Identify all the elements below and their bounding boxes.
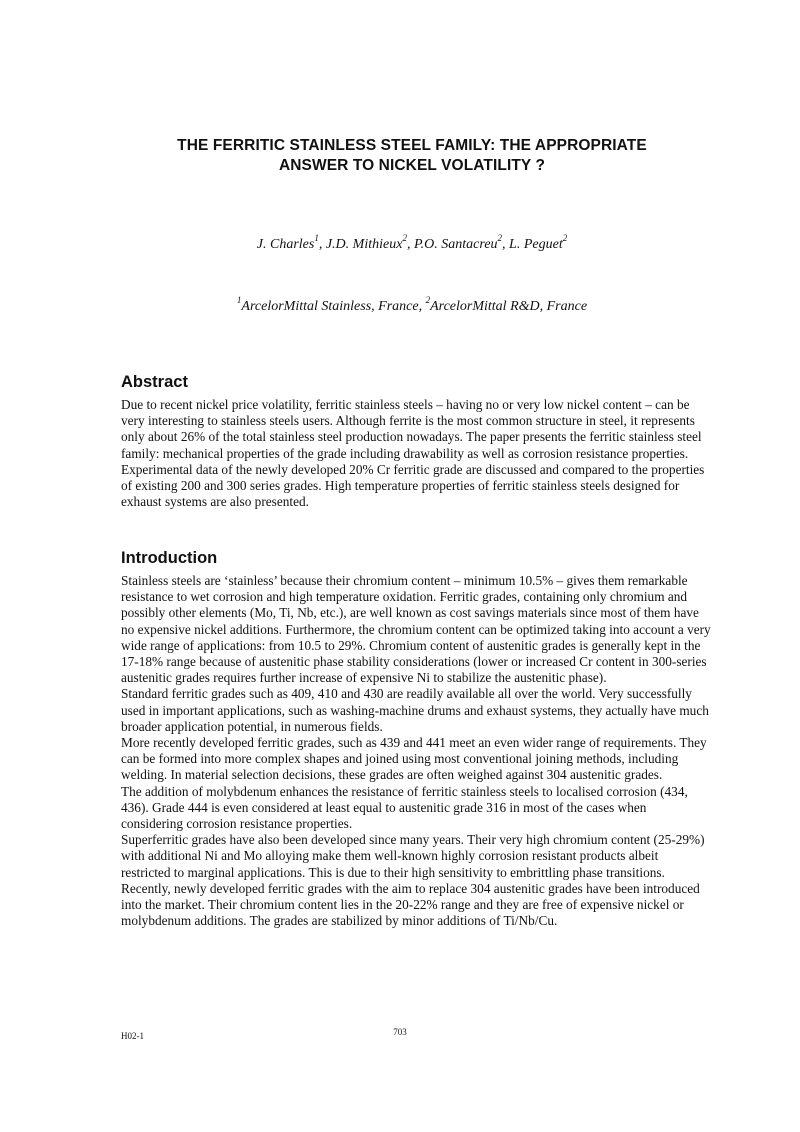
affiliation-list: $^1$ArcelorMittal Stainless, France, $^2$ArcelorMittal R&D, France xyxy=(236,295,588,314)
author-name: J.D. Mithieux xyxy=(325,237,403,252)
author-name: P.O. Santacreu xyxy=(413,237,498,252)
paper-title xyxy=(120,136,704,176)
title-line-1: THE FERRITIC STAINLESS STEEL FAMILY: THE APPROPRIATE xyxy=(177,137,647,154)
author-affiliation-mark: 2 xyxy=(562,233,568,244)
intro-paragraph: Stainless steels are ‘stainless’ because their chromium content – minimum 10.5% – gives them remarkable resistance to wet corrosion and high temperature oxidation. Ferritic grades, containing only chromium and possibly other elements (Mo, Ti, Nb, etc.), are well known as cost savings materials since most of them have no expensive nickel additions. Furthermore, the chromium content can be optimized taking into account a very wide range of applications: from 10.5 to 29%. Chromium content of austenitic grades is generally kept in the 17-18% range because of austenitic phase stability considerations (lower or increased Cr content in 300-series austenitic grades requires further increase of expensive Ni to stabilize the austenitic phase). xyxy=(121,573,711,686)
footer-code: H02-1 xyxy=(121,1031,144,1041)
affiliation-name: ArcelorMittal R&D, France xyxy=(430,299,588,314)
intro-paragraph: Recently, newly developed ferritic grades with the aim to replace 304 austenitic grades have been introduced into the market. Their chromium content lies in the 20-22% range and they are free of expensive nickel or molybdenum additions. The grades are stabilized by minor additions of Ti/Nb/Cu. xyxy=(121,880,700,929)
abstract-heading: Abstract xyxy=(121,373,188,391)
author-name: J. Charles xyxy=(256,237,315,252)
affiliation-mark: 2 xyxy=(425,295,431,306)
intro-paragraph: More recently developed ferritic grades, such as 439 and 441 meet an even wider range of requirements. They can be formed into more complex shapes and joined using most conventional joining methods, including welding. In material selection decisions, these grades are often weighed against 304 austenitic grades. xyxy=(121,735,707,783)
intro-paragraph: Superferritic grades have also been developed since many years. Their very high chromium content (25-29%) with additional Ni and Mo alloying make them well-known highly corrosion resistant products albeit restricted to marginal applications. This is due to their high sensitivity to embrittling phase transitions. xyxy=(121,832,705,880)
introduction-heading: Introduction xyxy=(121,549,218,567)
title-line-2: ANSWER TO NICKEL VOLATILITY ? xyxy=(278,157,546,174)
intro-paragraph: Standard ferritic grades such as 409, 410 and 430 are readily available all over the world. Very successfully used in important applications, such as washing-machine drums and exhaust systems, they actually have much broader application potential, in numerous fields. xyxy=(121,686,709,734)
author-name: L. Peguet xyxy=(509,237,563,252)
intro-paragraph: The addition of molybdenum enhances the resistance of ferritic stainless steels to localised corrosion (434, 436). Grade 444 is even considered at least equal to austenitic grade 316 in most of the cases when considering corrosion resistance properties. xyxy=(121,783,688,832)
page-number: 703 xyxy=(393,1027,407,1037)
abstract-body xyxy=(121,397,711,510)
author-list: J. Charles$^1$, J.D. Mithieux$^2$, P.O. Santacreu$^2$, L. Peguet$^2$ xyxy=(256,233,568,252)
abstract-text: Due to recent nickel price volatility, ferritic stainless steels – having no or very low nickel content – can be very interesting to stainless steels users. Although ferrite is the most common structure in steel, it represents only about 26% of the total stainless steel production nowadays. The paper presents the ferritic stainless steel family: mechanical properties of the grade including drawability as well as corrosion resistance properties. Experimental data of the newly developed 20% Cr ferritic grade are discussed and compared to the properties of existing 200 and 300 series grades. High temperature properties of ferritic stainless steels designed for exhaust systems are also presented. xyxy=(121,397,705,510)
affiliation-mark: 1 xyxy=(236,295,242,306)
author-affiliation-mark: 2 xyxy=(497,233,503,244)
author-affiliation-mark: 1 xyxy=(314,233,319,244)
affiliation-name: ArcelorMittal Stainless, France xyxy=(241,299,419,314)
introduction-body xyxy=(121,573,711,929)
author-affiliation-mark: 2 xyxy=(402,233,407,244)
